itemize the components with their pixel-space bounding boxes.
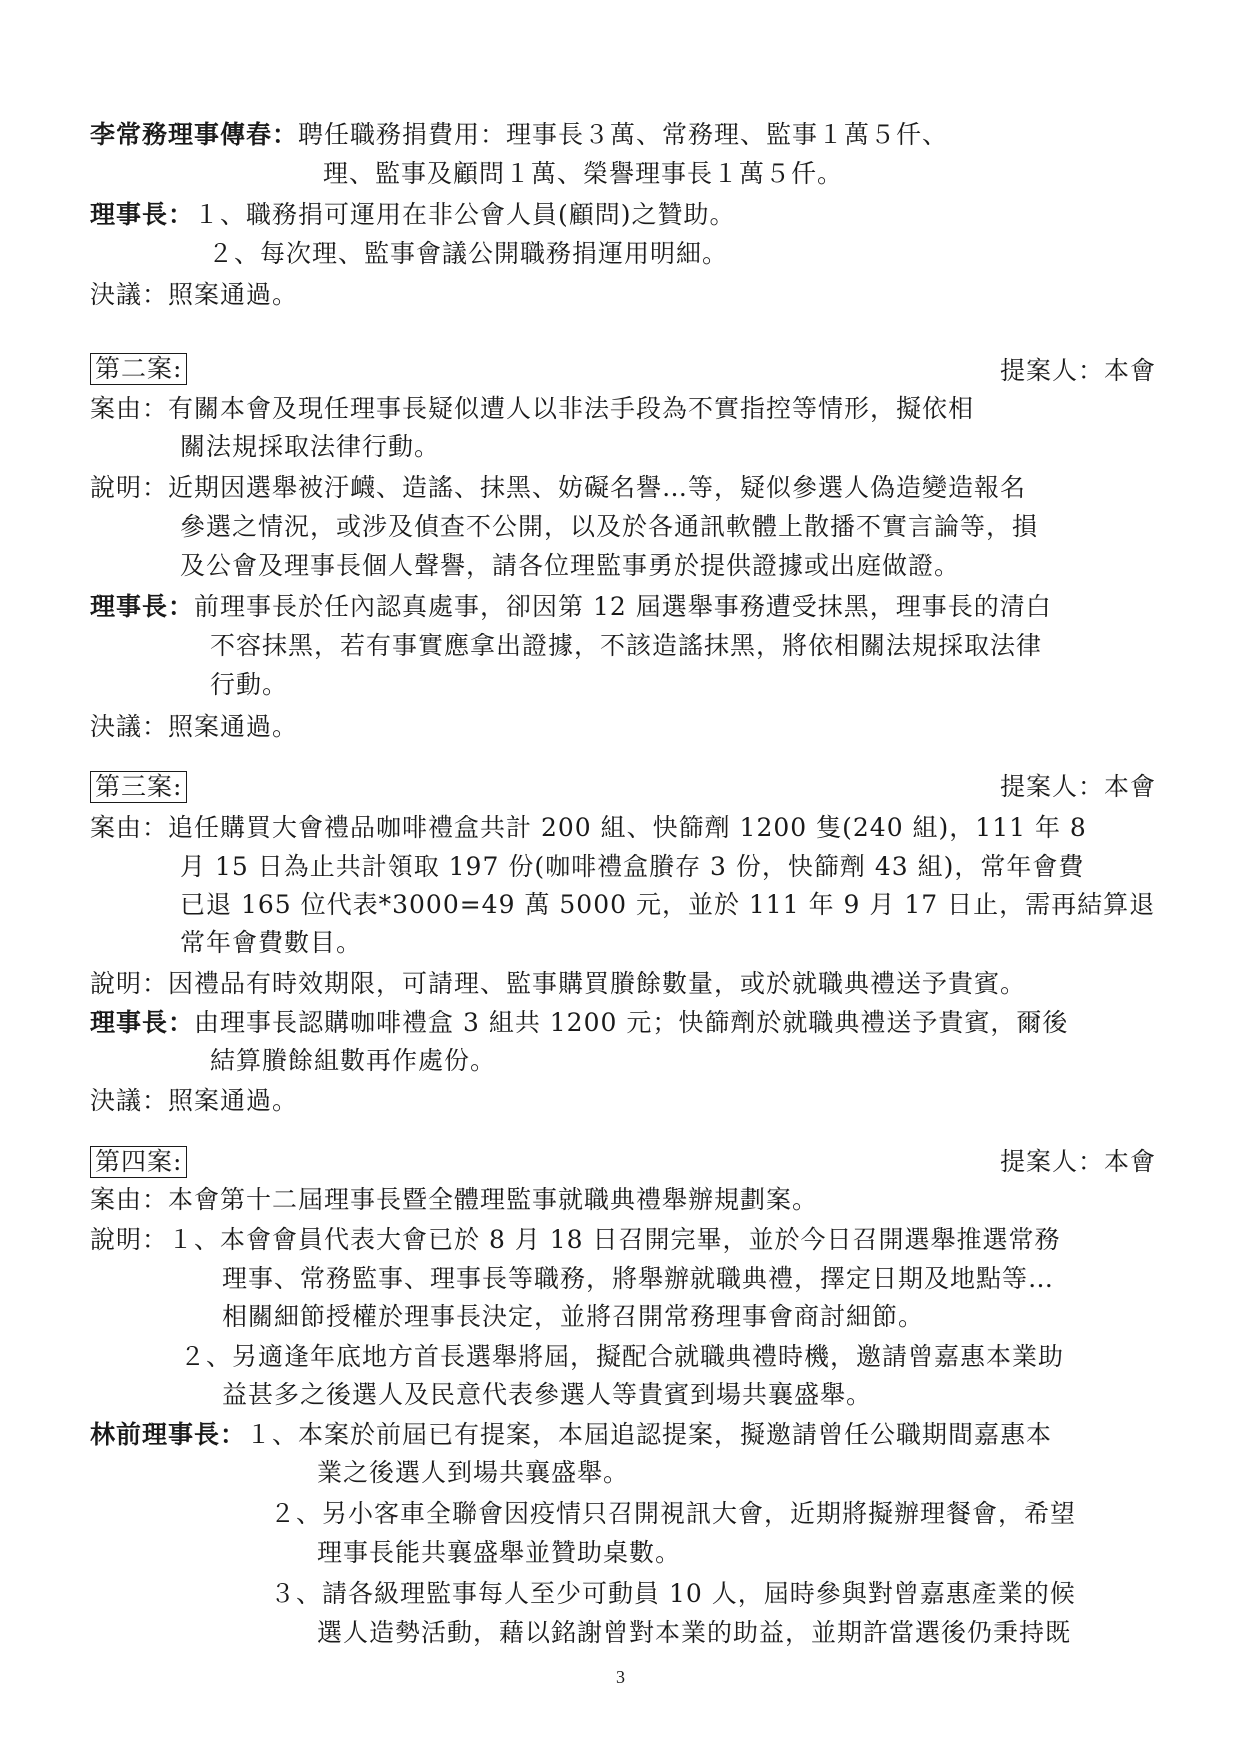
case-explain: [90, 1223, 1061, 1257]
proposer: 提案人：本會: [999, 772, 1156, 801]
case-explain: 說明：因禮品有時效期限，可請理、監事購買賸餘數量，或於就職典禮送予貴賓。: [90, 969, 1027, 998]
case-title: [90, 352, 187, 386]
case-reason: 案由：有關本會及現任理事長疑似遭人以非法手段為不實指控等情形，擬依相: [90, 394, 975, 423]
speech-text: １、職務捐可運用在非公會人員(顧問)之贊助。: [194, 200, 736, 229]
chair-remark: 結算賸餘組數再作處份。: [210, 1046, 497, 1075]
chair-remark: 行動。: [210, 670, 289, 699]
case-title-box: 第三案:: [90, 771, 187, 803]
chair-remark: [90, 1006, 1068, 1040]
resolution: 決議：照案通過。: [90, 280, 299, 309]
resolution: 決議：照案通過。: [90, 712, 299, 741]
speaker-name: 理事長：: [90, 1008, 195, 1037]
speech-text: 聘任職務捐費用：理事長３萬、常務理、監事１萬５仟、: [298, 120, 949, 149]
case-reason: 常年會費數目。: [180, 928, 363, 957]
lin-remark: ３、請各級理監事每人至少可動員 10 人，屆時參與對曾嘉惠產業的候: [270, 1579, 1076, 1608]
case-title-box: 第二案:: [90, 353, 187, 385]
case-reason: 案由：追任購買大會禮品咖啡禮盒共計 200 組、快篩劑 1200 隻(240 組)，111 年 8: [90, 813, 1087, 842]
speech-text: 前理事長於任內認真處事，卻因第 12 屆選舉事務遭受抹黑，理事長的清白: [194, 592, 1052, 621]
speaker-name: 李常務理事傳春：: [90, 120, 299, 149]
case-title: [90, 770, 187, 804]
lin-remark: 業之後選人到場共襄盛舉。: [317, 1458, 630, 1487]
case-title: [90, 1145, 187, 1179]
explain-text: １、本會會員代表大會已於 8 月 18 日召開完畢，並於今日召開選舉推選常務: [168, 1225, 1061, 1254]
chair-remark: [90, 590, 1052, 624]
chair-remark: 不容抹黑，若有事實應拿出證據，不該造謠抹黑，將依相關法規採取法律: [210, 631, 1043, 660]
case-explain: 理事、常務監事、理事長等職務，將舉辦就職典禮，擇定日期及地點等…: [222, 1264, 1055, 1293]
case-explain: ２、另適逢年底地方首長選舉將屆，擬配合就職典禮時機，邀請曾嘉惠本業助: [180, 1342, 1065, 1371]
case-reason: 已退 165 位代表*3000=49 萬 5000 元，並於 111 年 9 月 17 日止，需再結算退: [180, 890, 1156, 919]
case-explain: 益甚多之後選人及民意代表參選人等貴賓到場共襄盛舉。: [222, 1380, 873, 1409]
page-number: 3: [616, 1667, 625, 1687]
lin-remark: 選人造勢活動，藉以銘謝曾對本業的助益，並期許當選後仍秉持既: [317, 1618, 1072, 1647]
speaker-name: 林前理事長：: [90, 1420, 247, 1449]
case-explain: 參選之情況，或涉及偵查不公開，以及於各通訊軟體上散播不實言論等，損: [180, 512, 1039, 541]
speech1-line1: [90, 118, 948, 152]
speech1-line2: 理、監事及顧問１萬、榮譽理事長１萬５仟。: [323, 159, 844, 188]
case-reason: 關法規採取法律行動。: [180, 432, 441, 461]
speech-text: １、本案於前屆已有提案，本屆追認提案，擬邀請曾任公職期間嘉惠本: [246, 1420, 1053, 1449]
case-explain: 說明：近期因選舉被汙衊、造謠、抹黑、妨礙名譽…等，疑似參選人偽造變造報名: [90, 473, 1027, 502]
speaker-name: 理事長：: [90, 200, 195, 229]
speaker-name: 理事長：: [90, 592, 195, 621]
case-title-box: 第四案:: [90, 1146, 187, 1178]
lin-remark: 理事長能共襄盛舉並贊助桌數。: [317, 1538, 682, 1567]
case-explain: 及公會及理事長個人聲譽，請各位理監事勇於提供證據或出庭做證。: [180, 551, 961, 580]
proposer: 提案人：本會: [999, 1147, 1156, 1176]
lin-remark: ２、另小客車全聯會因疫情只召開視訊大會，近期將擬辦理餐會，希望: [270, 1499, 1077, 1528]
speech-text: 由理事長認購咖啡禮盒 3 組共 1200 元；快篩劑於就職典禮送予貴賓，爾後: [194, 1008, 1069, 1037]
speech2-line1: [90, 198, 736, 232]
explain-label: 說明：: [90, 1225, 169, 1254]
resolution: 決議：照案通過。: [90, 1086, 299, 1115]
speech2-line2: ２、每次理、監事會議公開職務捐運用明細。: [208, 239, 729, 268]
case-reason: 案由：本會第十二屆理事長暨全體理監事就職典禮舉辦規劃案。: [90, 1185, 819, 1214]
lin-remark: [90, 1418, 1052, 1452]
proposer: 提案人：本會: [999, 356, 1156, 385]
case-explain: 相關細節授權於理事長決定，並將召開常務理事會商討細節。: [222, 1302, 925, 1331]
case-reason: 月 15 日為止共計領取 197 份(咖啡禮盒賸存 3 份，快篩劑 43 組)，常年會費: [180, 852, 1085, 881]
